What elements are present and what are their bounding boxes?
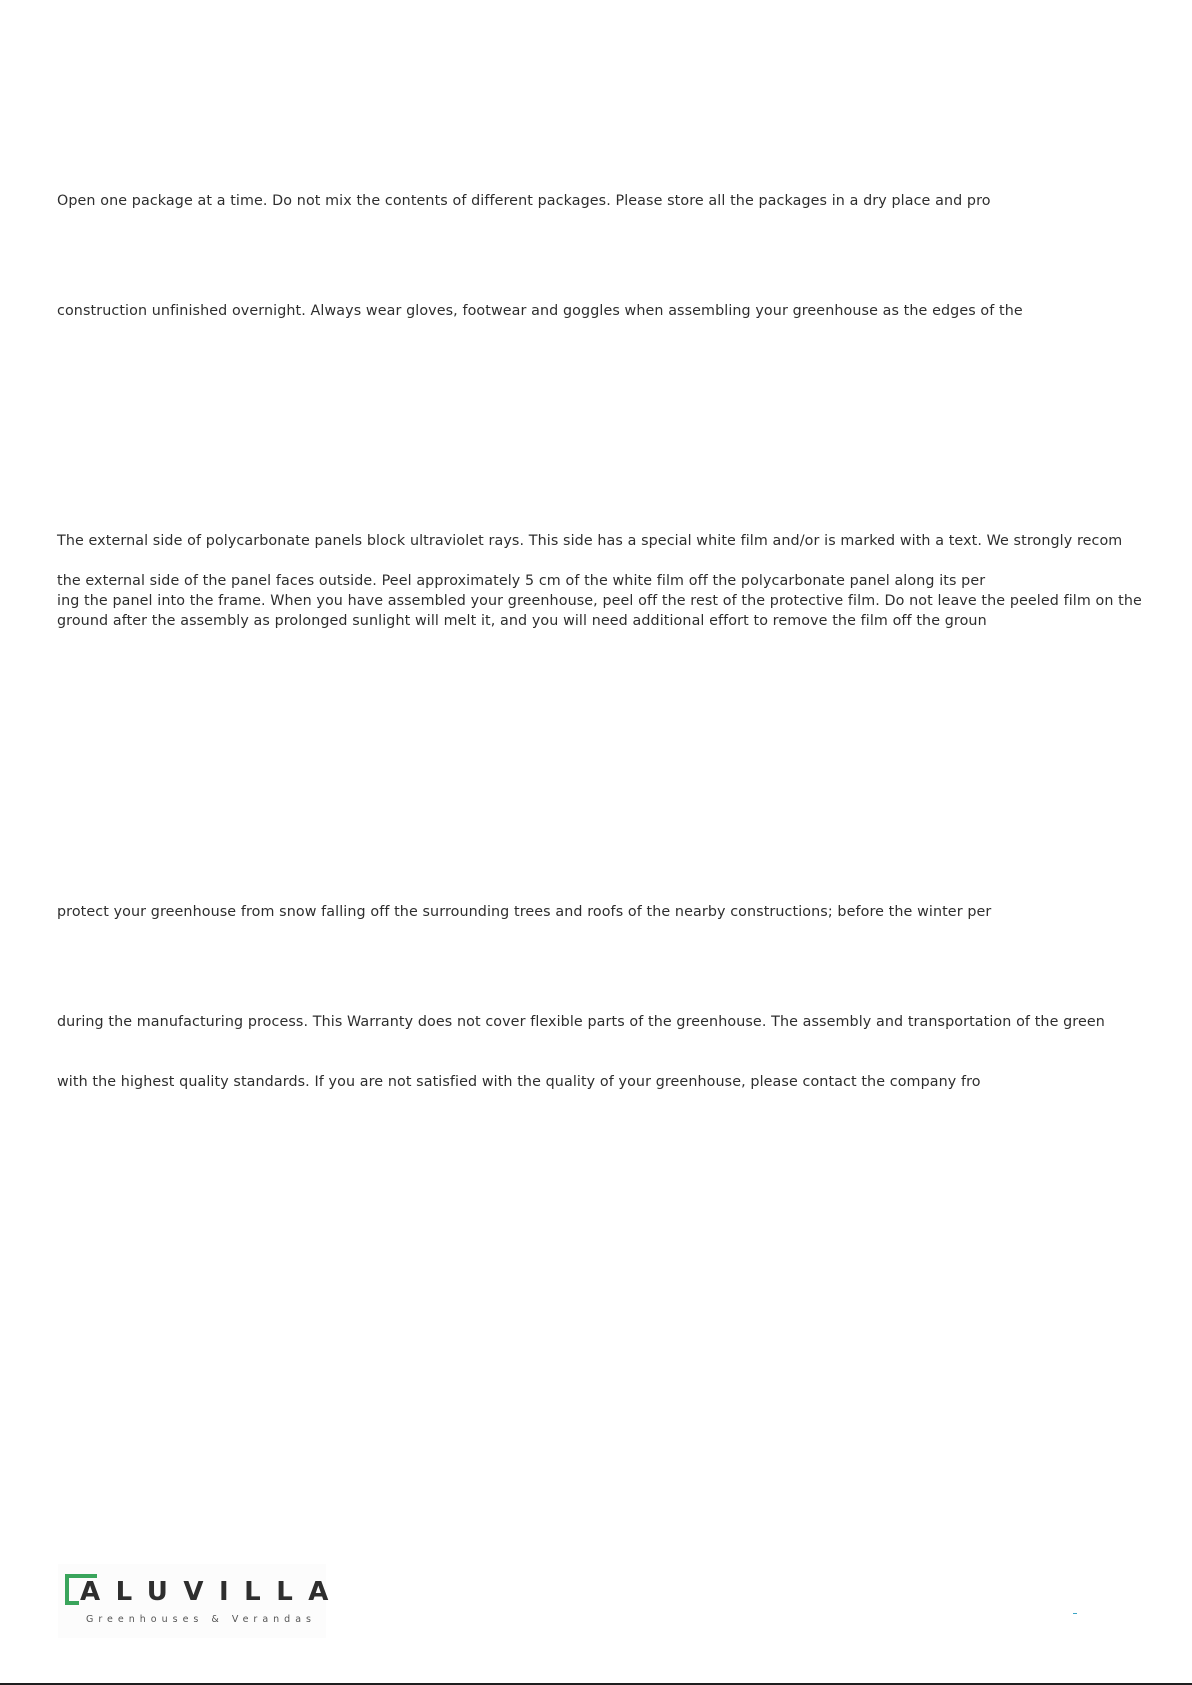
body-text-line: during the manufacturing process. This Warranty does not cover flexible parts of the greenhouse. The assembly and transportation of the green — [57, 1014, 1105, 1030]
body-text-line: protect your greenhouse from snow falling off the surrounding trees and roofs of the nearby constructions; before the winter per — [57, 904, 992, 920]
logo-brand-name: ALUVILLA — [80, 1577, 344, 1607]
body-text-line: construction unfinished overnight. Always wear gloves, footwear and goggles when assembling your greenhouse as the edges of the — [57, 303, 1023, 319]
body-text-line: the external side of the panel faces outside. Peel approximately 5 cm of the white film off the polycarbonate panel along its per — [57, 573, 986, 589]
body-text-line: ground after the assembly as prolonged sunlight will melt it, and you will need additional effort to remove the film off the groun — [57, 613, 987, 629]
body-text-line: ing the panel into the frame. When you have assembled your greenhouse, peel off the rest of the protective film. Do not leave the peeled film on the — [57, 593, 1142, 609]
body-text-line: Open one package at a time. Do not mix the contents of different packages. Please store all the packages in a dry place and pro — [57, 193, 991, 209]
body-text-line: The external side of polycarbonate panels block ultraviolet rays. This side has a special white film and/or is marked with a text. We strongly recom — [57, 533, 1123, 549]
page-link-mark — [1073, 1613, 1077, 1614]
logo-tagline: Greenhouses & Verandas — [86, 1614, 316, 1625]
logo-square-icon-base — [65, 1601, 79, 1605]
aluvilla-logo — [58, 1564, 344, 1638]
body-text-line: with the highest quality standards. If you are not satisfied with the quality of your greenhouse, please contact the company fro — [57, 1074, 981, 1090]
